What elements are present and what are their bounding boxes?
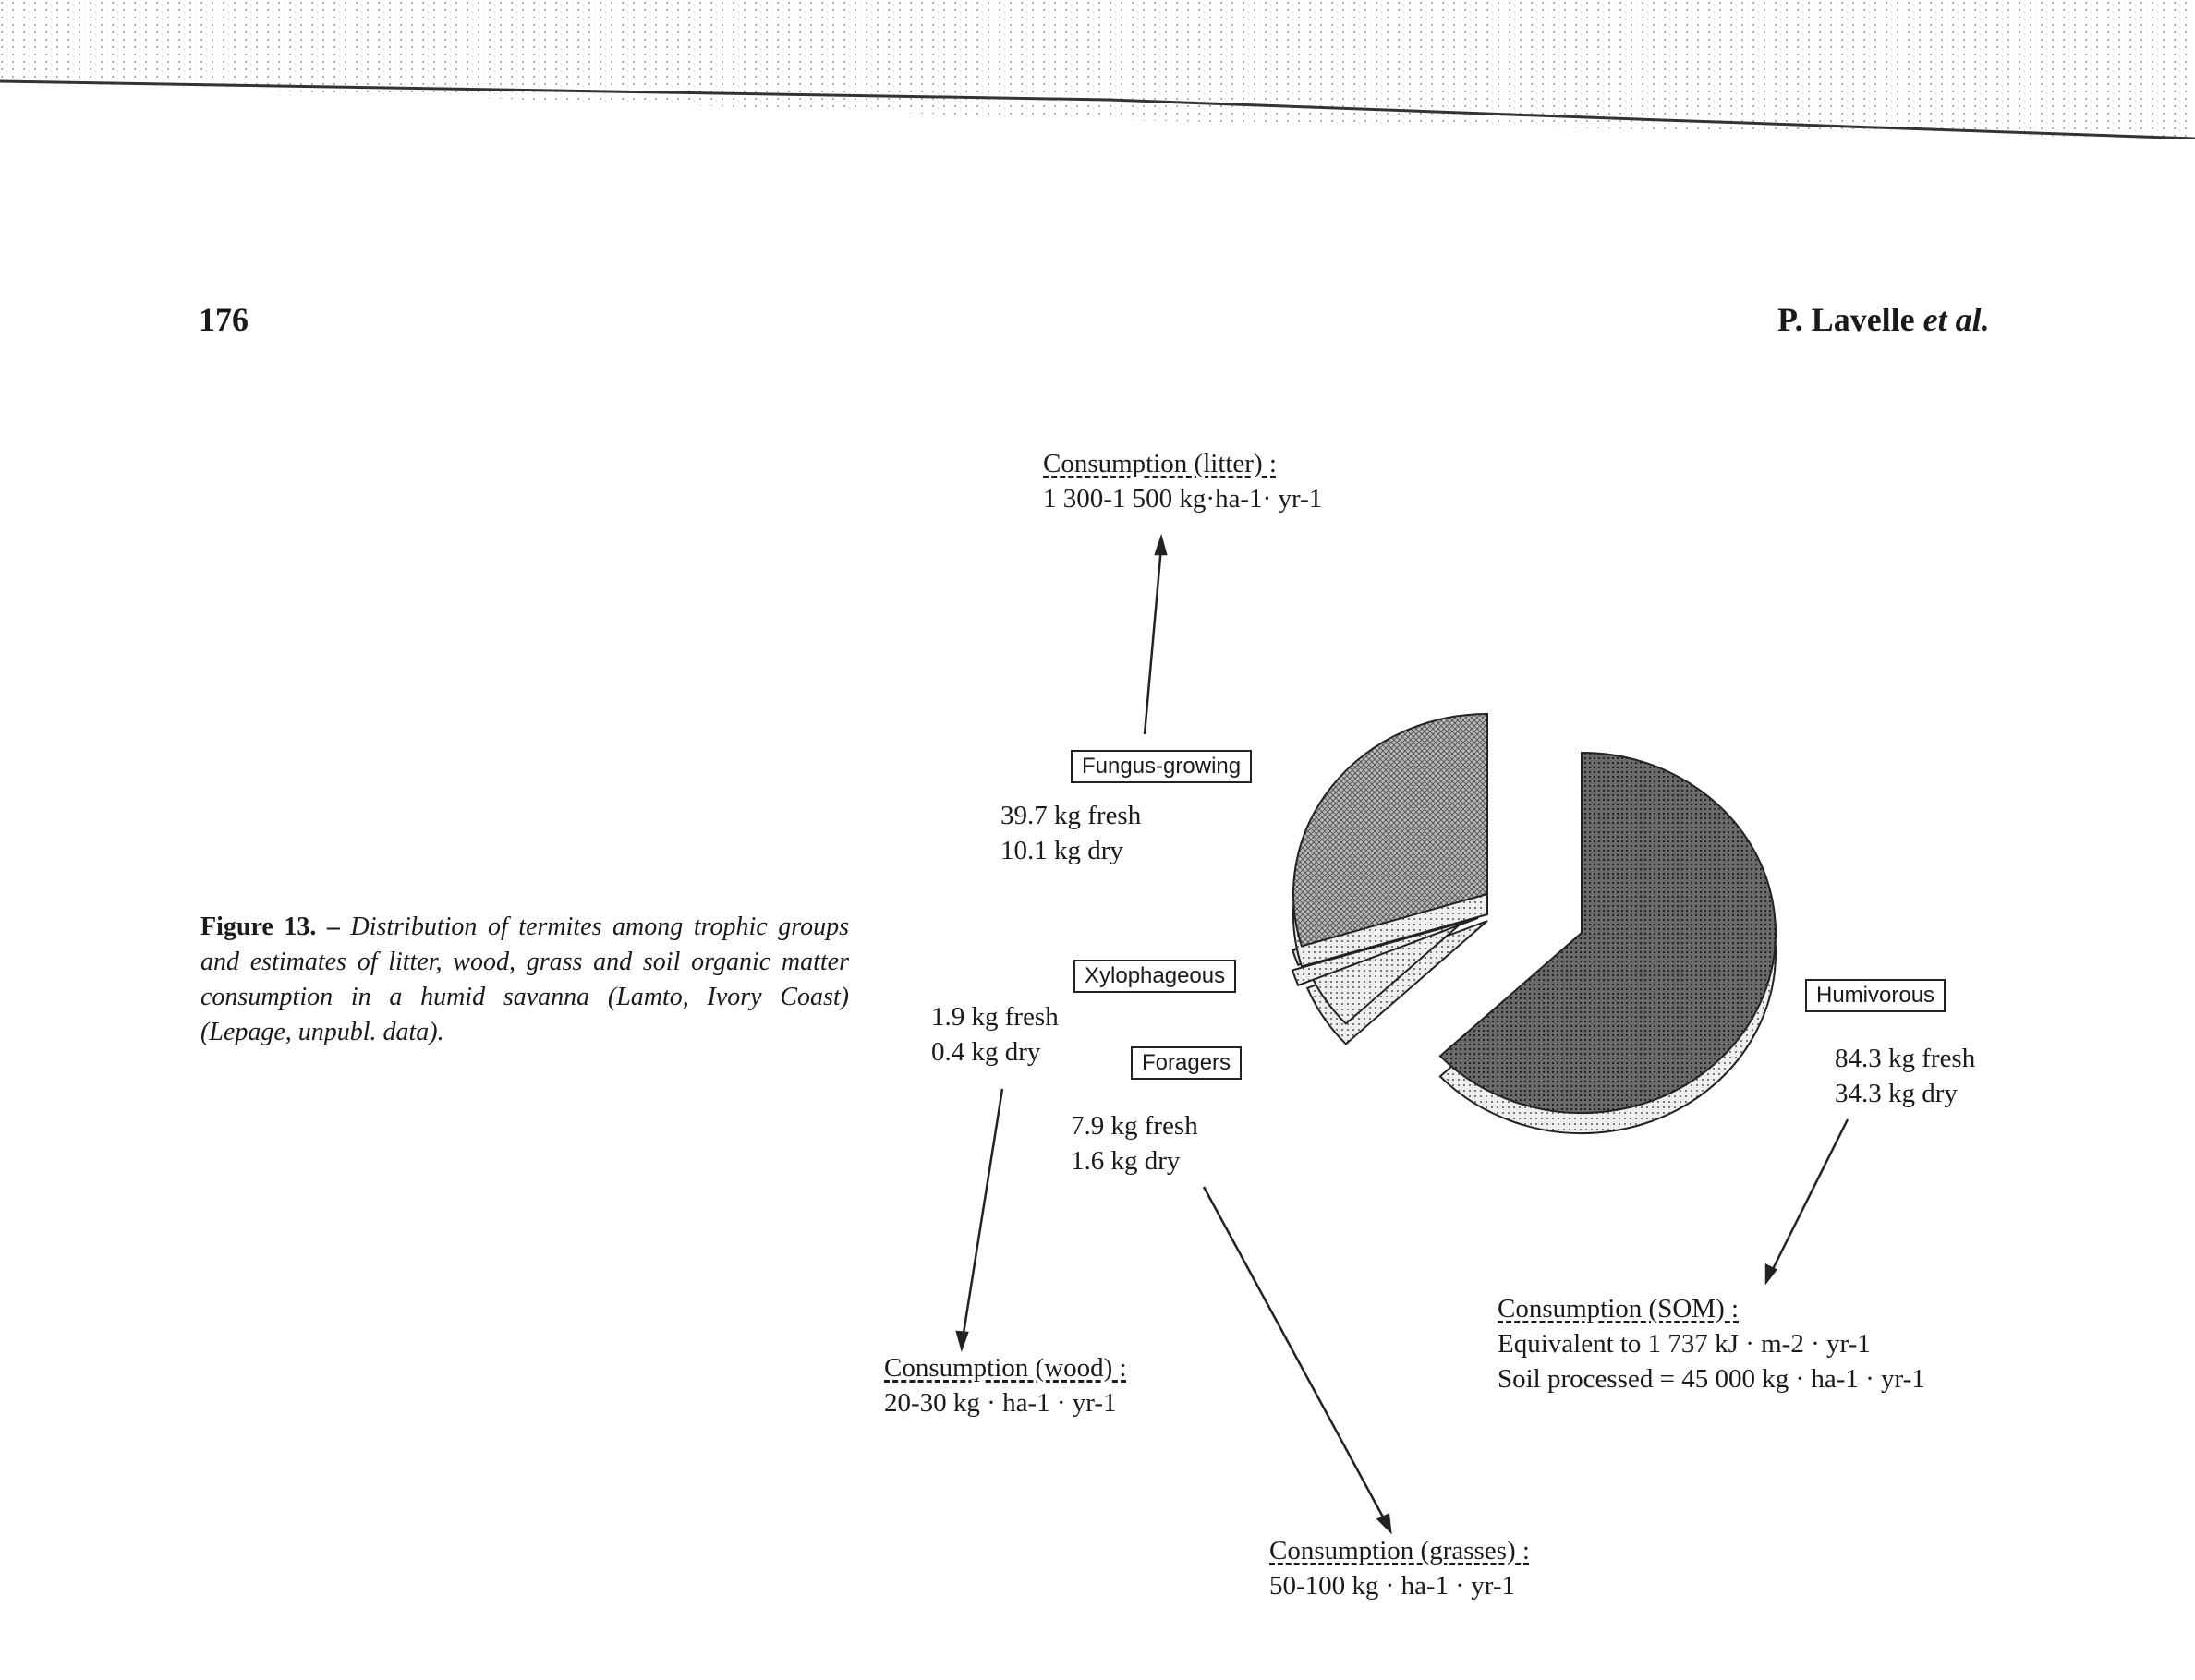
arrow-som bbox=[1771, 1119, 1848, 1273]
wood-title: Consumption (wood) : bbox=[884, 1353, 1127, 1383]
label-fungus-growing: Fungus-growing bbox=[1071, 750, 1252, 783]
author-suffix: et al. bbox=[1922, 301, 1990, 338]
foragers-dry: 1.6 kg dry bbox=[1071, 1146, 1181, 1176]
label-foragers: Foragers bbox=[1131, 1046, 1242, 1080]
humivorous-values bbox=[1835, 1041, 1975, 1111]
som-consumption bbox=[1498, 1291, 1925, 1396]
page-number: 176 bbox=[199, 301, 249, 338]
foragers-fresh: 7.9 kg fresh bbox=[1071, 1111, 1198, 1141]
humivorous-dry: 34.3 kg dry bbox=[1835, 1079, 1958, 1108]
fungus-fresh: 39.7 kg fresh bbox=[1000, 801, 1142, 830]
fungus-values bbox=[1000, 798, 1141, 868]
arrowhead-grasses bbox=[1378, 1515, 1390, 1531]
fungus-dry: 10.1 kg dry bbox=[1000, 836, 1123, 865]
foragers-values bbox=[1071, 1108, 1198, 1178]
xylophageous-values bbox=[931, 999, 1059, 1070]
litter-value: 1 300-1 500 kg·ha-1· yr-1 bbox=[1043, 484, 1323, 514]
grasses-value: 50-100 kg · ha-1 · yr-1 bbox=[1269, 1571, 1515, 1601]
arrowhead-litter bbox=[1156, 538, 1166, 554]
arrow-wood bbox=[963, 1089, 1002, 1339]
humivorous-fresh: 84.3 kg fresh bbox=[1835, 1044, 1976, 1073]
litter-title: Consumption (litter) : bbox=[1043, 449, 1277, 478]
caption-text: Distribution of termites among trophic groups and estimates of litter, wood, grass and soil organic matter consumption in a humid savanna (Lamto, Ivory Coast) (Lepage, unpubl. data). bbox=[200, 913, 849, 1046]
caption-label: Figure 13. – bbox=[200, 913, 340, 941]
grasses-title: Consumption (grasses) : bbox=[1269, 1536, 1530, 1565]
wood-consumption bbox=[884, 1350, 1127, 1420]
author-name: P. Lavelle bbox=[1777, 301, 1915, 338]
arrow-litter bbox=[1145, 547, 1161, 734]
label-xylophageous: Xylophageous bbox=[1073, 960, 1236, 993]
arrowhead-wood bbox=[957, 1332, 967, 1348]
som-equivalent: Equivalent to 1 737 kJ · m-2 · yr-1 bbox=[1498, 1329, 1871, 1359]
xylophageous-fresh: 1.9 kg fresh bbox=[931, 1002, 1059, 1032]
litter-consumption bbox=[1043, 446, 1322, 516]
arrow-grasses bbox=[1204, 1187, 1386, 1522]
som-title: Consumption (SOM) : bbox=[1498, 1294, 1740, 1323]
xylophageous-dry: 0.4 kg dry bbox=[931, 1037, 1041, 1067]
label-humivorous: Humivorous bbox=[1805, 979, 1946, 1012]
wood-value: 20-30 kg · ha-1 · yr-1 bbox=[884, 1388, 1117, 1418]
som-soil-processed: Soil processed = 45 000 kg · ha-1 · yr-1 bbox=[1498, 1364, 1925, 1394]
grasses-consumption bbox=[1269, 1533, 1530, 1603]
